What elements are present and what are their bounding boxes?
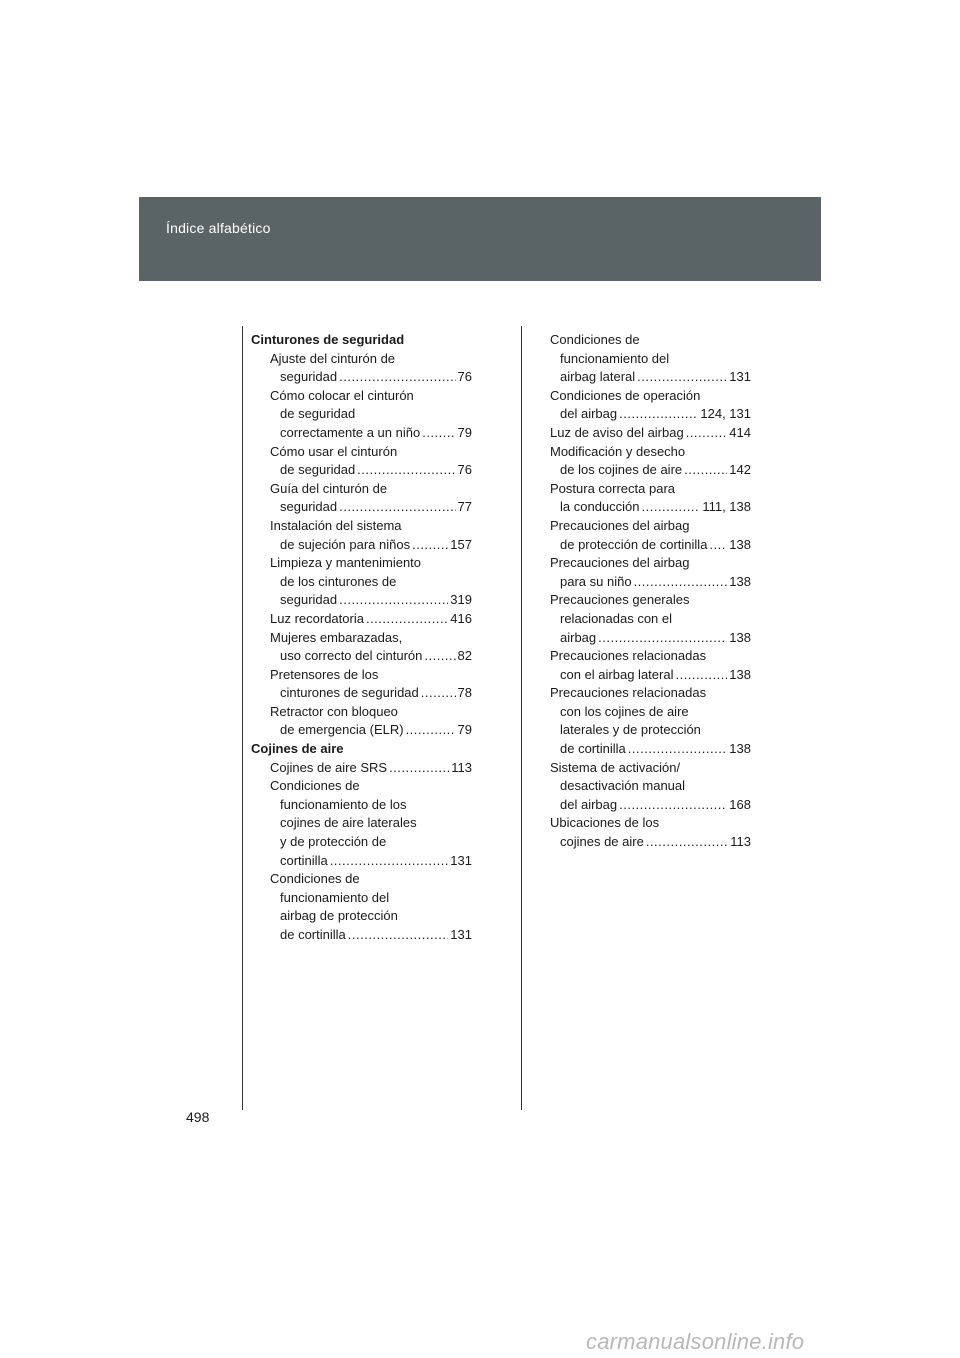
index-entry-text: cinturones de seguridad [280,685,419,701]
dot-leader [424,647,455,666]
index-entry-text: Mujeres embarazadas, [270,629,403,645]
page-reference: 131 [729,369,751,385]
dot-leader [422,424,455,443]
index-entry-text: y de protección de [280,834,387,850]
page-reference: 414 [729,424,751,440]
index-entry-text: seguridad [280,592,338,608]
index-entry-last-line [270,610,472,629]
index-entry-last-line [550,536,751,555]
index-entry-text: de sujeción para niños [280,536,411,552]
index-entry-text: Precauciones del airbag [550,555,690,571]
dot-leader [348,926,449,945]
index-heading [251,331,472,350]
index-entry-text: seguridad [280,369,338,385]
index-entry-text: Sistema de activación/ [550,759,681,775]
index-entry-text: Guía del cinturón de [270,480,388,496]
index-entry-last-line [550,629,751,648]
index-entry [251,870,472,944]
page-reference: 131 [450,852,472,868]
index-entry-last-line [550,424,751,443]
index-entry-text: de los cojines de aire [560,462,683,478]
page-reference: 79 [457,722,472,738]
index-entry-text: Limpieza y mantenimiento [270,555,422,571]
index-entry-last-line [270,684,472,703]
dot-leader [406,721,456,740]
index-entry [550,443,751,480]
dot-leader [646,833,728,852]
page-reference: 113 [451,759,472,775]
page-reference: 76 [457,462,472,478]
index-entry-last-line [550,833,751,852]
dot-leader [619,796,727,815]
index-entry-text: Cómo colocar el cinturón [270,387,414,403]
index-entry [550,331,751,387]
index-entry-text: cortinilla [280,852,328,868]
index-entry [251,517,472,554]
dot-leader [339,591,448,610]
index-column-right [550,331,751,852]
index-entry [550,554,751,591]
index-entry-last-line [270,498,472,517]
dot-leader [412,536,448,555]
page-number: 498 [186,1109,210,1125]
index-entry-last-line [550,573,751,592]
index-entry-text: del airbag [560,796,618,812]
index-entry-last-line [550,498,751,517]
section-title: Índice alfabético [166,220,271,236]
index-entry [550,684,751,758]
index-entry-last-line [270,424,472,443]
index-entry [251,480,472,517]
index-entry-text: Luz de aviso del airbag [550,424,684,440]
index-entry-last-line [550,666,751,685]
dot-leader [637,368,727,387]
watermark: carmanualsonline.info [586,1329,805,1354]
index-entry-text: correctamente a un niño [280,424,421,440]
dot-leader [709,536,727,555]
index-entry-text: con el airbag lateral [560,666,674,682]
index-entry-text: Condiciones de [270,778,360,794]
index-entry-text: uso correcto del cinturón [280,648,423,664]
index-entry-text: airbag de protección [280,908,398,924]
page-reference: 138 [729,629,751,645]
page-reference: 111, 138 [702,499,751,515]
index-entry [251,554,472,610]
index-entry-last-line [270,368,472,387]
index-entry-text: de los cinturones de [280,573,397,589]
index-entry-last-line [550,740,751,759]
index-entry [550,517,751,554]
index-entry-text: Precauciones relacionadas [550,685,707,701]
dot-leader [598,629,727,648]
index-entry-text: Postura correcta para [550,480,676,496]
page-reference: 82 [457,648,472,664]
index-entry-last-line [550,368,751,387]
index-entry-text: Precauciones generales [550,592,690,608]
index-entry-last-line [270,647,472,666]
page-reference: 78 [457,685,472,701]
index-entry-text: funcionamiento del [560,350,670,366]
page-reference: 76 [457,369,472,385]
index-entry-text: Modificación y desecho [550,443,686,459]
index-entry-last-line [550,405,751,424]
index-entry-text: cojines de aire [560,834,644,850]
index-entry-text: cojines de aire laterales [280,815,417,831]
dot-leader [330,852,449,871]
index-entry-text: funcionamiento de los [280,796,407,812]
index-entry-text: para su niño [560,573,632,589]
index-entry-last-line [270,591,472,610]
index-entry [251,666,472,703]
index-entry-text: relacionadas con el [560,610,673,626]
index-entry-text: de protección de cortinilla [560,536,708,552]
index-entry-text: de emergencia (ELR) [280,722,404,738]
index-entry [550,591,751,647]
dot-leader [339,368,455,387]
index-entry [550,424,751,443]
dot-leader [675,666,727,685]
index-entry-text: de cortinilla [560,741,626,757]
page-reference: 138 [729,741,751,757]
index-entry-text: Condiciones de [270,871,360,887]
header-band [139,197,821,281]
index-entry-text: la conducción [560,499,640,515]
index-entry-text: Ajuste del cinturón de [270,350,396,366]
page-reference: 131 [450,927,472,942]
page-reference: 142 [729,462,751,478]
index-entry-text: Precauciones del airbag [550,517,690,533]
index-entry-text: Condiciones de [550,332,640,347]
dot-leader [421,684,456,703]
index-entry-text: funcionamiento del [280,889,390,905]
index-entry [550,480,751,517]
index-entry-text: de seguridad [280,462,356,478]
page-reference: 124, 131 [700,406,751,422]
dot-leader [628,740,728,759]
index-entry [251,759,472,778]
index-entry [251,703,472,740]
index-entry-last-line [270,759,472,778]
column-divider-left [242,326,243,1110]
index-entry-last-line [550,461,751,480]
index-entry-text: Cinturones de seguridad [251,332,405,347]
dot-leader [634,573,728,592]
index-entry [550,647,751,684]
index-entry-text: seguridad [280,499,338,515]
dot-leader [339,498,455,517]
dot-leader [642,498,701,517]
index-entry-text: de cortinilla [280,927,346,942]
page-reference: 319 [450,592,472,608]
index-entry-text: Instalación del sistema [270,517,402,533]
index-entry-text: Precauciones relacionadas [550,648,707,664]
index-entry-text: Condiciones de operación [550,387,701,403]
dot-leader [619,405,698,424]
index-column-left [251,331,472,945]
index-entry-last-line [270,536,472,555]
page-reference: 77 [457,499,472,515]
index-entry-last-line [270,721,472,740]
index-entry [251,443,472,480]
index-entry-text: Retractor con bloqueo [270,703,398,719]
index-entry [550,814,751,851]
page-reference: 113 [730,834,751,850]
page-reference: 168 [729,796,751,812]
index-heading [251,740,472,759]
index-entry-text: airbag [560,629,597,645]
index-entry-text: Cómo usar el cinturón [270,443,398,459]
index-entry [251,350,472,387]
page-reference: 138 [729,573,751,589]
index-entry-text: laterales y de protección [560,722,701,738]
index-entry [251,610,472,629]
index-entry-text: Ubicaciones de los [550,815,660,831]
index-entry-text: airbag lateral [560,369,636,385]
index-entry [251,387,472,443]
column-divider-right [521,326,522,1110]
page-reference: 416 [450,610,472,626]
index-entry-last-line [270,852,472,871]
index-entry-text: de seguridad [280,406,356,422]
index-entry-text: con los cojines de aire [560,703,689,719]
index-entry-text: Luz recordatoria [270,610,364,626]
index-entry-text: del airbag [560,406,618,422]
index-entry-text: Cojines de aire [251,741,344,757]
dot-leader [357,461,455,480]
index-entry [550,387,751,424]
index-entry-last-line [270,461,472,480]
dot-leader [389,759,449,778]
index-entry-last-line [550,796,751,815]
dot-leader [366,610,448,629]
page-reference: 79 [457,424,472,440]
dot-leader [684,461,727,480]
page-reference: 157 [450,536,472,552]
index-entry [550,759,751,815]
index-entry [251,629,472,666]
index-entry [251,777,472,870]
index-entry-last-line [270,926,472,945]
page-reference: 138 [729,666,751,682]
page-reference: 138 [729,536,751,552]
dot-leader [686,424,728,443]
index-entry-text: desactivación manual [560,778,686,794]
index-entry-text: Pretensores de los [270,666,379,682]
index-entry-text: Cojines de aire SRS [270,759,388,775]
